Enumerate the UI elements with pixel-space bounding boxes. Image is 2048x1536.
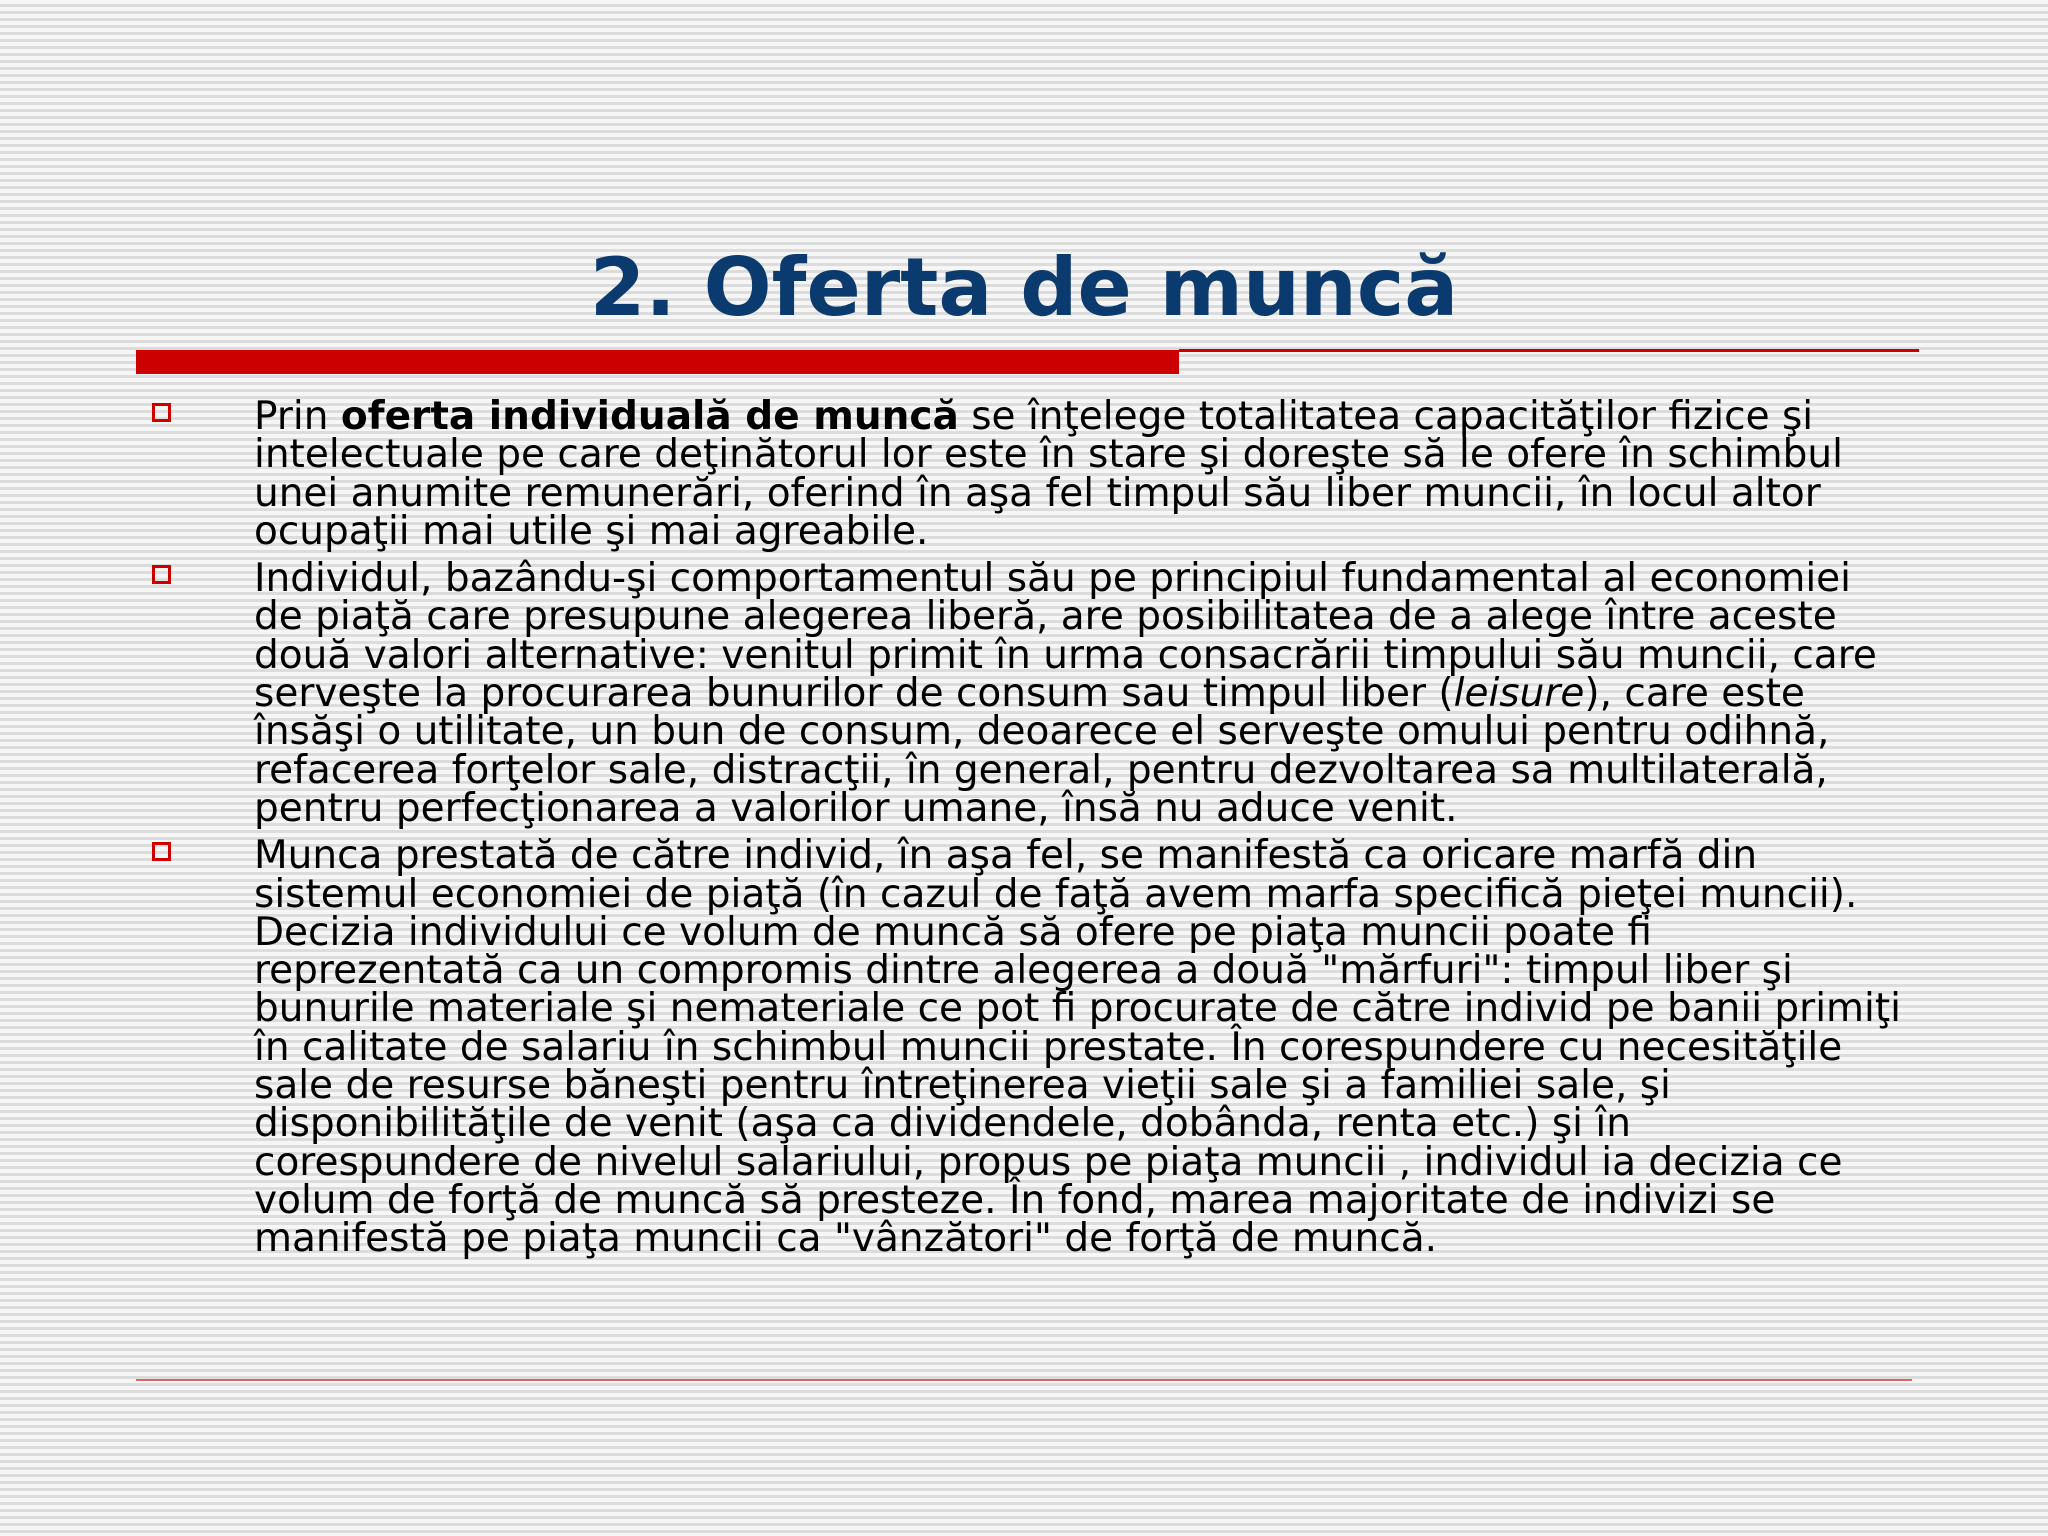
bullet-list — [150, 394, 1910, 1268]
bullet-item-1 — [150, 394, 1910, 554]
bullet-text-3: Munca prestată de către individ, în aşa fel, se manifestă ca oricare marfă din sistemul economiei de piaţă (în cazul de faţă avem marfa specifică pieţei muncii). Decizia individului ce volum de muncă să ofere pe piaţa muncii poate fi reprezentată ca un compromis dintre alegerea a două "mărfuri": timpul liber şi bunurile materiale şi nemateriale ce pot fi procurate de către individ pe banii primiţi în calitate de salariu în schimbul muncii prestate. În corespundere cu necesităţile sale de resurse băneşti pentru întreţinerea vieţii sale şi a familiei sale, şi disponibilităţile de venit (aşa ca dividendele, dobânda, renta etc.) şi în corespundere de nivelul salariului, propus pe piaţa muncii , individul ia decizia ce volum de forţă de muncă să presteze. În fond, marea majoritate de indivizi se manifestă pe piaţa muncii ca "vânzători" de forţă de muncă. — [254, 833, 1902, 1262]
bullet-item-3 — [150, 833, 1910, 1262]
bullet-1-rest: se înţelege totalitatea capacităţilor fizice şi intelectuale pe care deţinătorul lor este în stare şi doreşte să le ofere în schimbul unei anumite remunerări, oferind în aşa fel timpul său liber muncii, în locul altor ocupaţii mai utile şi mai agreabile. — [254, 394, 1843, 554]
bullet-2-prefix: Individul, bazându-şi comportamentul său pe principiul fundamental al economiei de piaţă care presupune alegerea liberă, are posibilitatea de a alege între aceste două valori alternative: venitul primit în urma consacrării timpului său muncii, care serveşte la procurarea bunurilor de consum sau timpul liber ( — [254, 556, 1877, 717]
footer-divider — [136, 1379, 1912, 1381]
title-underline-thin — [1179, 349, 1919, 352]
bullet-2-rest: ), care este însăşi o utilitate, un bun de consum, deoarece el serveşte omului pentru odihnă, refacerea forţelor sale, distracţii, în general, pentru dezvoltarea sa multilaterală, pentru perfecţionarea a valorilor umane, însă nu aduce venit. — [254, 671, 1830, 831]
slide-title: 2. Oferta de muncă — [589, 241, 1459, 334]
bullet-item-2 — [150, 556, 1910, 831]
hollow-square-bullet-icon — [152, 842, 171, 861]
hollow-square-bullet-icon — [152, 565, 171, 584]
bullet-1-bold-term: oferta individuală de muncă — [340, 394, 959, 439]
bullet-text-1 — [254, 394, 1843, 554]
bullet-text-2 — [254, 556, 1877, 831]
bullet-2-italic-term: leisure — [1453, 671, 1585, 717]
title-underline-thick — [136, 350, 1179, 374]
bullet-1-prefix: Prin — [254, 394, 341, 439]
hollow-square-bullet-icon — [152, 403, 171, 422]
